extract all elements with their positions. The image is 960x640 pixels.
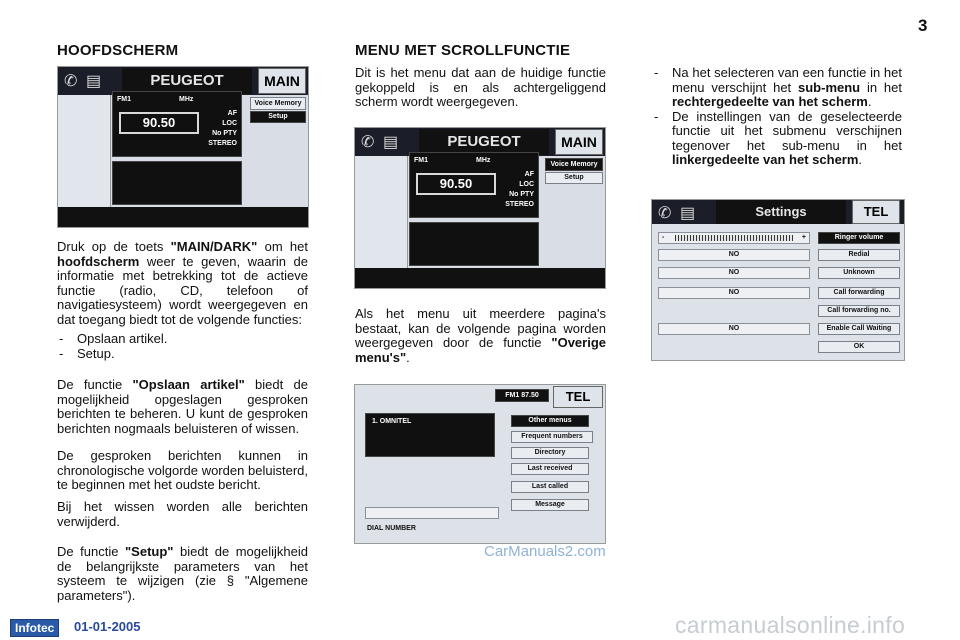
- frequency-display: 90.50: [119, 112, 199, 134]
- message-button[interactable]: Message: [511, 499, 589, 511]
- radio-info-panel: [409, 152, 539, 218]
- flag-stereo: STEREO: [208, 140, 237, 147]
- setup-button[interactable]: Setup: [250, 111, 306, 123]
- signal-icon: ▤: [383, 134, 399, 151]
- settings-screen-image: [651, 199, 905, 361]
- main-screen-image: [57, 66, 309, 228]
- voice-memory-button[interactable]: Voice Memory: [250, 97, 306, 110]
- radio-lower-panel: [409, 222, 539, 266]
- list-item: - Na het selecteren van een functie in het menu verschijnt het sub-menu in het rechtergedeelte van het scherm.: [652, 66, 902, 110]
- tel-tab: TEL: [553, 386, 603, 408]
- flag-loc: LOC: [222, 120, 237, 127]
- last-received-button[interactable]: Last received: [511, 463, 589, 475]
- radio-lower-panel: [112, 161, 242, 205]
- volume-level: [675, 235, 793, 241]
- multi-page-paragraph: Als het menu uit meerdere pagina's bestaat, kan de volgende pagina worden weergegeven door de functie "Overige menu's".: [355, 306, 606, 365]
- unknown-button[interactable]: Unknown: [818, 267, 900, 279]
- call-forwarding-button[interactable]: Call forwarding: [818, 287, 900, 299]
- brand-label: PEUGEOT: [122, 68, 252, 94]
- other-menus-button[interactable]: Other menus: [511, 415, 589, 427]
- watermark-carmanuals2: CarManuals2.com: [484, 543, 606, 560]
- call-waiting-value: NO: [658, 323, 810, 335]
- band-label: FM1: [414, 157, 428, 164]
- frequency-display: 90.50: [416, 173, 496, 195]
- list-item: - Setup.: [57, 347, 308, 362]
- band-label: FM1: [117, 96, 131, 103]
- unknown-value: NO: [658, 267, 810, 279]
- heading-scroll-menu: MENU MET SCROLLFUNCTIE: [355, 42, 571, 59]
- call-forwarding-no-button[interactable]: Call forwarding no.: [818, 305, 900, 317]
- scroll-menu-paragraph: Dit is het menu dat aan de huidige functie gekoppeld is en als achtergeliggend scherm wordt weergegeven.: [355, 65, 606, 109]
- flag-no-pty: No PTY: [509, 191, 534, 198]
- list-item: - De instellingen van de geselecteerde functie uit het submenu verschijnen tegenover het sub-menu in het linkergedeelte van het scherm.: [652, 110, 902, 168]
- voice-memory-button[interactable]: Voice Memory: [545, 158, 603, 171]
- settings-title: Settings: [716, 200, 846, 224]
- right-instructions: [652, 66, 902, 168]
- phone-icon: ✆: [658, 205, 672, 222]
- unit-label: MHz: [476, 157, 491, 164]
- radio-status: FM1 87.50: [495, 389, 549, 402]
- intro-paragraph: Druk op de toets "MAIN/DARK" om het hoofdscherm weer te geven, waarin de informatie met betrekking tot de actieve functie (radio, CD, telefoon of navigatiesysteem) wordt weergegeven en dat toegang biedt tot de volgende functies:: [57, 239, 309, 327]
- list-item: - Opslaan artikel.: [57, 332, 308, 347]
- volume-slider[interactable]: [658, 232, 810, 244]
- ringer-volume-button[interactable]: Ringer volume: [818, 232, 900, 244]
- heading-main-screen: HOOFDSCHERM: [57, 42, 179, 59]
- screen-bottom-bar: [355, 268, 605, 288]
- radio-info-panel: [112, 91, 242, 157]
- directory-button[interactable]: Directory: [511, 447, 589, 459]
- phone-list-panel: [365, 413, 495, 457]
- unit-label: MHz: [179, 96, 194, 103]
- redial-button[interactable]: Redial: [818, 249, 900, 261]
- main-tab: MAIN: [258, 68, 306, 94]
- flag-loc: LOC: [519, 181, 534, 188]
- flag-stereo: STEREO: [505, 201, 534, 208]
- signal-icon: ▤: [680, 205, 696, 222]
- minus-icon[interactable]: -: [662, 234, 665, 241]
- scroll-menu-screen-image: [354, 127, 606, 289]
- tel-tab: TEL: [852, 200, 900, 224]
- tel-menu-screen-image: [354, 384, 606, 544]
- chronological-paragraph: De gesproken berichten kunnen in chronologische volgorde worden beluisterd, te beginnen met het oudste bericht.: [57, 448, 308, 492]
- infotec-logo: Infotec: [10, 619, 59, 637]
- page-number: 3: [918, 16, 928, 35]
- setup-paragraph: De functie "Setup" biedt de mogelijkheid de belangrijkste parameters van het systeem te wijzigen (zie § "Algemene parameters").: [57, 544, 308, 603]
- flag-no-pty: No PTY: [212, 130, 237, 137]
- dial-field[interactable]: [365, 507, 499, 519]
- delete-paragraph: Bij het wissen worden alle berichten verwijderd.: [57, 499, 308, 529]
- plus-icon[interactable]: +: [801, 234, 806, 241]
- dial-number-label: DIAL NUMBER: [367, 525, 416, 532]
- phone-list-entry: 1. OMNITEL: [372, 418, 412, 425]
- phone-icon: ✆: [361, 134, 375, 151]
- phone-icon: ✆: [64, 73, 78, 90]
- ok-button[interactable]: OK: [818, 341, 900, 353]
- last-called-button[interactable]: Last called: [511, 481, 589, 493]
- flag-af: AF: [227, 110, 237, 117]
- setup-button[interactable]: Setup: [545, 172, 603, 184]
- signal-icon: ▤: [86, 73, 102, 90]
- watermark-carmanualsonline: carmanualsonline.info: [675, 612, 906, 638]
- redial-value: NO: [658, 249, 810, 261]
- frequent-numbers-button[interactable]: Frequent numbers: [511, 431, 593, 443]
- function-list: [57, 332, 308, 361]
- voice-memory-paragraph: De functie "Opslaan artikel" biedt de mogelijkheid opgeslagen gesproken berichten te beheren. U kunt de gesproken berichten nogmaals beluisteren of wissen.: [57, 377, 308, 436]
- brand-label: PEUGEOT: [419, 129, 549, 155]
- call-forwarding-value: NO: [658, 287, 810, 299]
- enable-call-waiting-button[interactable]: Enable Call Waiting: [818, 323, 900, 335]
- main-tab: MAIN: [555, 129, 603, 155]
- footer-date: 01-01-2005: [74, 619, 141, 634]
- screen-bottom-bar: [58, 207, 308, 227]
- flag-af: AF: [524, 171, 534, 178]
